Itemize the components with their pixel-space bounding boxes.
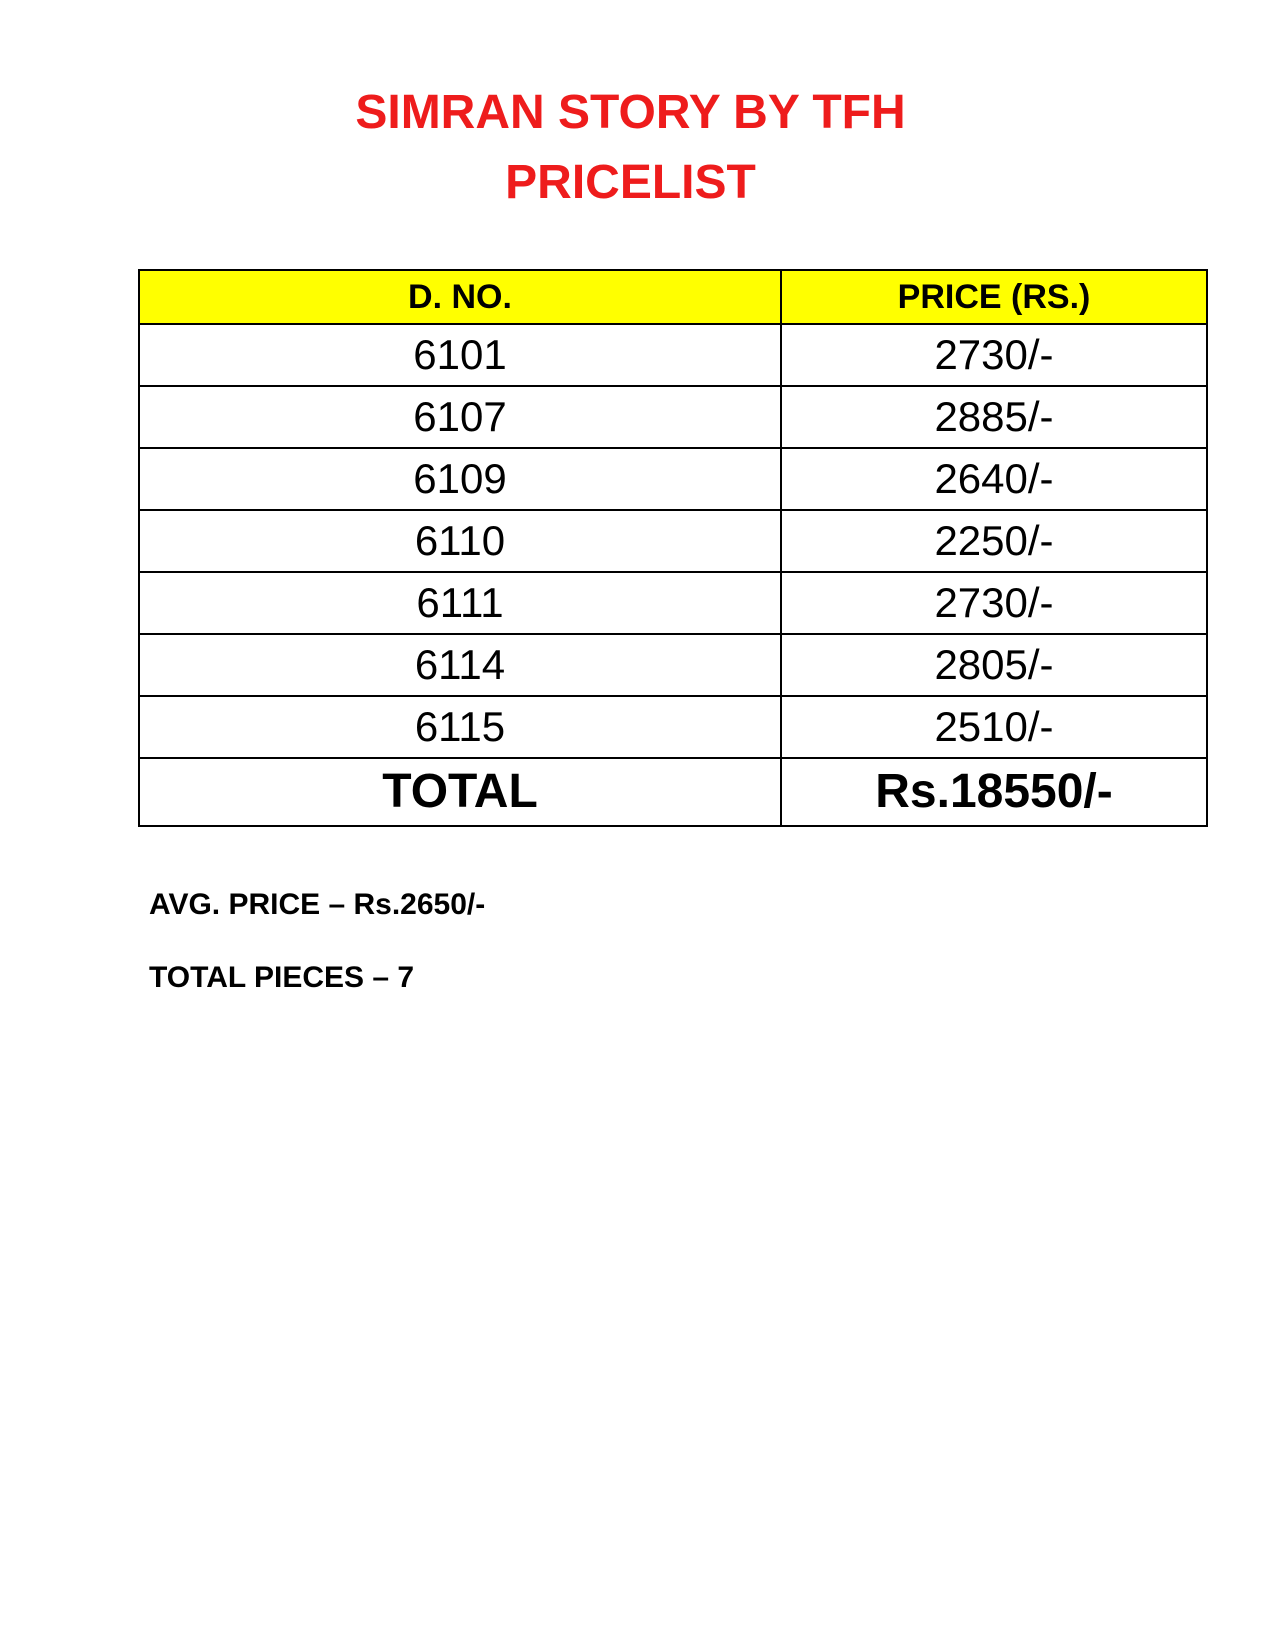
header-price: PRICE (RS.) — [781, 270, 1207, 324]
table-row — [139, 448, 1207, 510]
table-row — [139, 510, 1207, 572]
design-no-cell: 6110 — [139, 510, 781, 572]
total-label: TOTAL — [139, 758, 781, 826]
total-row — [139, 758, 1207, 826]
avg-price-text: AVG. PRICE – Rs.2650/- — [149, 888, 486, 921]
table-header-row — [139, 270, 1207, 324]
price-table — [138, 269, 1208, 827]
price-cell: 2250/- — [781, 510, 1207, 572]
document-title — [0, 78, 1275, 218]
title-line-2: PRICELIST — [505, 156, 756, 209]
table-row — [139, 634, 1207, 696]
design-no-cell: 6114 — [139, 634, 781, 696]
table-row — [139, 572, 1207, 634]
price-cell: 2805/- — [781, 634, 1207, 696]
design-no-cell: 6111 — [139, 572, 781, 634]
price-cell: 2730/- — [781, 324, 1207, 386]
table-row — [139, 386, 1207, 448]
total-pieces-text: TOTAL PIECES – 7 — [149, 961, 415, 994]
design-no-cell: 6101 — [139, 324, 781, 386]
price-cell: 2510/- — [781, 696, 1207, 758]
design-no-cell: 6107 — [139, 386, 781, 448]
price-cell: 2730/- — [781, 572, 1207, 634]
price-cell: 2640/- — [781, 448, 1207, 510]
design-no-cell: 6115 — [139, 696, 781, 758]
design-no-cell: 6109 — [139, 448, 781, 510]
header-design-no: D. NO. — [139, 270, 781, 324]
price-cell: 2885/- — [781, 386, 1207, 448]
total-value: Rs.18550/- — [781, 758, 1207, 826]
table-row — [139, 696, 1207, 758]
title-line-1: SIMRAN STORY BY TFH — [355, 86, 906, 139]
table-row — [139, 324, 1207, 386]
